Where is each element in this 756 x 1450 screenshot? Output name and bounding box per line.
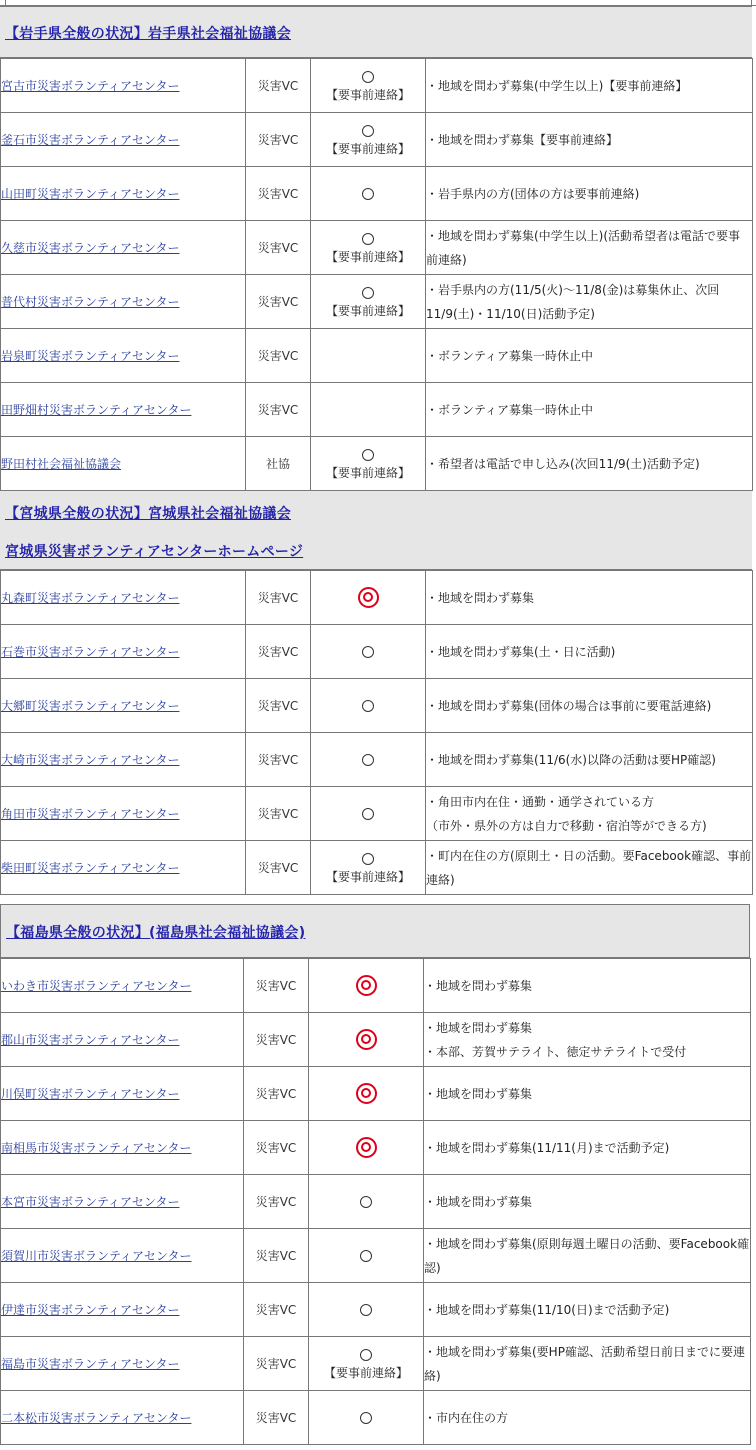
table-row	[1, 1013, 751, 1067]
center-type-cell: 災害VC	[246, 787, 311, 841]
center-link[interactable]: 須賀川市災害ボランティアセンター	[1, 1249, 192, 1263]
recruit-note-cell	[426, 113, 753, 167]
center-link[interactable]: 山田町災害ボランティアセンター	[1, 187, 180, 201]
recruit-status-cell	[311, 113, 426, 167]
double-circle-icon	[356, 975, 377, 996]
center-link[interactable]: 川俣町災害ボランティアセンター	[1, 1087, 180, 1101]
table-row	[1, 167, 753, 221]
table-row	[1, 841, 753, 895]
circle-icon	[362, 853, 374, 865]
note-text: ・ボランティア募集一時休止中	[426, 402, 594, 417]
recruit-note-cell	[424, 1121, 751, 1175]
iwate-section-header	[0, 6, 752, 58]
note-text: ・町内在住の方(原則土・日の活動。要Facebook確認、事前連絡)	[426, 848, 752, 887]
center-name-cell	[1, 167, 246, 221]
double-circle-icon	[356, 1083, 377, 1104]
center-name-cell	[1, 733, 246, 787]
note-text: （市外・県外の方は自力で移動・宿泊等ができる方)	[426, 818, 707, 833]
circle-icon	[360, 1304, 372, 1316]
table-row	[1, 59, 753, 113]
center-type-cell: 災害VC	[244, 1337, 309, 1391]
recruit-status-cell	[309, 1175, 424, 1229]
recruit-status-cell	[311, 329, 426, 383]
note-text: ・本部、芳賀サテライト、徳定サテライトで受付	[424, 1044, 687, 1059]
center-type-cell: 災害VC	[246, 571, 311, 625]
recruit-note-cell	[424, 1067, 751, 1121]
iwate-header-link[interactable]: 【岩手県全般の状況】岩手県社会福祉協議会	[5, 26, 291, 42]
advance-contact-required-label: 【要事前連絡】	[323, 1365, 408, 1380]
recruit-note-cell	[426, 59, 753, 113]
fukushima-section-header	[0, 904, 750, 958]
iwate-table	[0, 58, 753, 491]
note-text: ・市内在住の方	[424, 1410, 509, 1425]
note-text: ・地域を問わず募集(中学生以上)(活動希望者は電話で要事前連絡)	[426, 228, 741, 267]
center-name-cell	[1, 1229, 244, 1283]
center-link[interactable]: いわき市災害ボランティアセンター	[1, 979, 192, 993]
center-type-cell: 災害VC	[244, 1175, 309, 1229]
center-type-cell: 災害VC	[246, 383, 311, 437]
recruit-status-cell	[311, 275, 426, 329]
table-row	[1, 1121, 751, 1175]
circle-icon	[360, 1412, 372, 1424]
center-name-cell	[1, 221, 246, 275]
double-circle-icon	[358, 587, 379, 608]
note-text: ・地域を問わず募集(原則毎週土曜日の活動、要Facebook確認)	[424, 1236, 750, 1275]
note-text: ・地域を問わず募集	[424, 1086, 533, 1101]
center-link[interactable]: 石巻市災害ボランティアセンター	[1, 645, 180, 659]
recruit-status-cell	[311, 167, 426, 221]
table-row	[1, 329, 753, 383]
circle-icon	[360, 1349, 372, 1361]
recruit-note-cell	[424, 1229, 751, 1283]
table-row	[1, 1067, 751, 1121]
center-link[interactable]: 普代村災害ボランティアセンター	[1, 295, 180, 309]
recruit-status-cell	[311, 437, 426, 491]
circle-icon	[362, 71, 374, 83]
center-name-cell	[1, 437, 246, 491]
recruit-status-cell	[311, 733, 426, 787]
recruit-status-cell	[309, 1013, 424, 1067]
center-link[interactable]: 南相馬市災害ボランティアセンター	[1, 1141, 192, 1155]
table-row	[1, 1175, 751, 1229]
note-text: ・地域を問わず募集	[424, 1194, 533, 1209]
center-name-cell	[1, 113, 246, 167]
center-link[interactable]: 丸森町災害ボランティアセンター	[1, 591, 180, 605]
center-type-cell: 災害VC	[244, 1283, 309, 1337]
table-row	[1, 1229, 751, 1283]
center-name-cell	[1, 679, 246, 733]
miyagi-vc-homepage-link[interactable]: 宮城県災害ボランティアセンターホームページ	[5, 544, 304, 560]
table-row	[1, 679, 753, 733]
circle-icon	[362, 125, 374, 137]
recruit-status-cell	[311, 787, 426, 841]
circle-icon	[362, 700, 374, 712]
table-row	[1, 437, 753, 491]
center-link[interactable]: 釜石市災害ボランティアセンター	[1, 133, 180, 147]
center-name-cell	[1, 1283, 244, 1337]
center-name-cell	[1, 625, 246, 679]
center-name-cell	[1, 841, 246, 895]
miyagi-header-link[interactable]: 【宮城県全般の状況】宮城県社会福祉協議会	[5, 506, 291, 522]
note-text: ・岩手県内の方(団体の方は要事前連絡)	[426, 186, 640, 201]
note-text: ・地域を問わず募集	[424, 1020, 533, 1035]
center-name-cell	[1, 1013, 244, 1067]
circle-icon	[362, 646, 374, 658]
recruit-note-cell	[424, 959, 751, 1013]
center-type-cell: 災害VC	[246, 275, 311, 329]
note-text: ・地域を問わず募集(11/6(水)以降の活動は要HP確認)	[426, 752, 716, 767]
center-name-cell	[1, 275, 246, 329]
circle-icon	[362, 233, 374, 245]
table-row	[1, 787, 753, 841]
center-link[interactable]: 宮古市災害ボランティアセンター	[1, 79, 180, 93]
note-text: ・地域を問わず募集【要事前連絡】	[426, 132, 619, 147]
recruit-note-cell	[424, 1337, 751, 1391]
center-name-cell	[1, 1337, 244, 1391]
advance-contact-required-label: 【要事前連絡】	[325, 87, 410, 102]
recruit-status-cell	[309, 1391, 424, 1445]
table-row	[1, 1391, 751, 1445]
note-text: ・地域を問わず募集(土・日に活動)	[426, 644, 616, 659]
recruit-status-cell	[311, 383, 426, 437]
note-text: ・地域を問わず募集(11/10(日)まで活動予定)	[424, 1302, 670, 1317]
center-type-cell: 災害VC	[246, 113, 311, 167]
table-row	[1, 625, 753, 679]
advance-contact-required-label: 【要事前連絡】	[325, 465, 410, 480]
recruit-note-cell	[426, 841, 753, 895]
recruit-status-cell	[309, 1067, 424, 1121]
advance-contact-required-label: 【要事前連絡】	[325, 869, 410, 884]
center-link[interactable]: 大崎市災害ボランティアセンター	[1, 753, 180, 767]
center-type-cell: 災害VC	[246, 329, 311, 383]
center-type-cell: 災害VC	[244, 1121, 309, 1175]
center-name-cell	[1, 59, 246, 113]
recruit-note-cell	[426, 383, 753, 437]
circle-icon	[362, 188, 374, 200]
recruit-note-cell	[426, 275, 753, 329]
table-row	[1, 1337, 751, 1391]
center-link[interactable]: 野田村社会福祉協議会	[1, 457, 122, 471]
center-name-cell	[1, 787, 246, 841]
center-type-cell: 災害VC	[244, 1013, 309, 1067]
advance-contact-required-label: 【要事前連絡】	[325, 303, 410, 318]
recruit-note-cell	[426, 679, 753, 733]
double-circle-icon	[356, 1029, 377, 1050]
miyagi-table	[0, 570, 753, 895]
center-type-cell: 災害VC	[244, 1229, 309, 1283]
recruit-note-cell	[426, 221, 753, 275]
table-row	[1, 1283, 751, 1337]
note-text: ・ボランティア募集一時休止中	[426, 348, 594, 363]
recruit-note-cell	[426, 733, 753, 787]
center-link[interactable]: 二本松市災害ボランティアセンター	[1, 1411, 192, 1425]
note-text: ・地域を問わず募集(中学生以上)【要事前連絡】	[426, 78, 688, 93]
center-type-cell: 災害VC	[246, 679, 311, 733]
circle-icon	[362, 808, 374, 820]
center-type-cell: 災害VC	[246, 625, 311, 679]
recruit-status-cell	[309, 1337, 424, 1391]
table-row	[1, 221, 753, 275]
recruit-status-cell	[311, 625, 426, 679]
center-link[interactable]: 郡山市災害ボランティアセンター	[1, 1033, 180, 1047]
note-text: ・地域を問わず募集(11/11(月)まで活動予定)	[424, 1140, 670, 1155]
recruit-note-cell	[424, 1391, 751, 1445]
table-row	[1, 113, 753, 167]
circle-icon	[362, 449, 374, 461]
center-link[interactable]: 本宮市災害ボランティアセンター	[1, 1195, 180, 1209]
recruit-note-cell	[426, 437, 753, 491]
recruit-status-cell	[311, 841, 426, 895]
recruit-status-cell	[309, 1229, 424, 1283]
center-name-cell	[1, 959, 244, 1013]
note-text: ・希望者は電話で申し込み(次回11/9(土)活動予定)	[426, 456, 700, 471]
recruit-status-cell	[311, 221, 426, 275]
center-name-cell	[1, 383, 246, 437]
table-row	[1, 959, 751, 1013]
center-name-cell	[1, 329, 246, 383]
note-text: ・地域を問わず募集(要HP確認、活動希望日前日までに要連絡)	[424, 1344, 745, 1383]
center-type-cell: 災害VC	[244, 1067, 309, 1121]
center-type-cell: 社協	[246, 437, 311, 491]
recruit-status-cell	[309, 1121, 424, 1175]
circle-icon	[362, 754, 374, 766]
center-type-cell: 災害VC	[246, 733, 311, 787]
recruit-note-cell	[424, 1283, 751, 1337]
circle-icon	[360, 1250, 372, 1262]
center-type-cell: 災害VC	[246, 221, 311, 275]
center-link[interactable]: 柴田町災害ボランティアセンター	[1, 861, 180, 875]
center-link[interactable]: 大郷町災害ボランティアセンター	[1, 699, 180, 713]
center-type-cell: 災害VC	[246, 167, 311, 221]
center-type-cell: 災害VC	[246, 841, 311, 895]
table-row	[1, 275, 753, 329]
fukushima-table	[0, 958, 751, 1445]
recruit-status-cell	[311, 679, 426, 733]
note-text: ・地域を問わず募集	[426, 590, 535, 605]
note-text: ・岩手県内の方(11/5(火)～11/8(金)は募集休止、次回11/9(土)・11/10(日)活動予定)	[426, 282, 720, 321]
center-link[interactable]: 田野畑村災害ボランティアセンター	[1, 403, 192, 417]
center-name-cell	[1, 1121, 244, 1175]
center-link[interactable]: 久慈市災害ボランティアセンター	[1, 241, 180, 255]
recruit-note-cell	[426, 625, 753, 679]
recruit-note-cell	[426, 167, 753, 221]
advance-contact-required-label: 【要事前連絡】	[325, 141, 410, 156]
recruit-note-cell	[426, 787, 753, 841]
advance-contact-required-label: 【要事前連絡】	[325, 249, 410, 264]
miyagi-section-header	[0, 490, 752, 570]
recruit-note-cell	[426, 329, 753, 383]
recruit-status-cell	[311, 59, 426, 113]
center-type-cell: 災害VC	[244, 1391, 309, 1445]
note-text: ・角田市内在住・通勤・通学されている方	[426, 794, 655, 809]
recruit-status-cell	[311, 571, 426, 625]
circle-icon	[360, 1196, 372, 1208]
center-name-cell	[1, 1175, 244, 1229]
note-text: ・地域を問わず募集(団体の場合は事前に要電話連絡)	[426, 698, 712, 713]
recruit-status-cell	[309, 959, 424, 1013]
recruit-status-cell	[309, 1283, 424, 1337]
table-row	[1, 383, 753, 437]
center-type-cell: 災害VC	[244, 959, 309, 1013]
note-text: ・地域を問わず募集	[424, 978, 533, 993]
center-name-cell	[1, 1067, 244, 1121]
center-link[interactable]: 伊達市災害ボランティアセンター	[1, 1303, 180, 1317]
center-link[interactable]: 福島市災害ボランティアセンター	[1, 1357, 180, 1371]
center-name-cell	[1, 1391, 244, 1445]
recruit-note-cell	[426, 571, 753, 625]
double-circle-icon	[356, 1137, 377, 1158]
fukushima-header-link[interactable]: 【福島県全般の状況】(福島県社会福祉協議会)	[6, 925, 306, 941]
table-row	[1, 733, 753, 787]
circle-icon	[362, 287, 374, 299]
center-link[interactable]: 角田市災害ボランティアセンター	[1, 807, 180, 821]
center-name-cell	[1, 571, 246, 625]
recruit-note-cell	[424, 1013, 751, 1067]
center-link[interactable]: 岩泉町災害ボランティアセンター	[1, 349, 180, 363]
table-row	[1, 571, 753, 625]
recruit-note-cell	[424, 1175, 751, 1229]
center-type-cell: 災害VC	[246, 59, 311, 113]
